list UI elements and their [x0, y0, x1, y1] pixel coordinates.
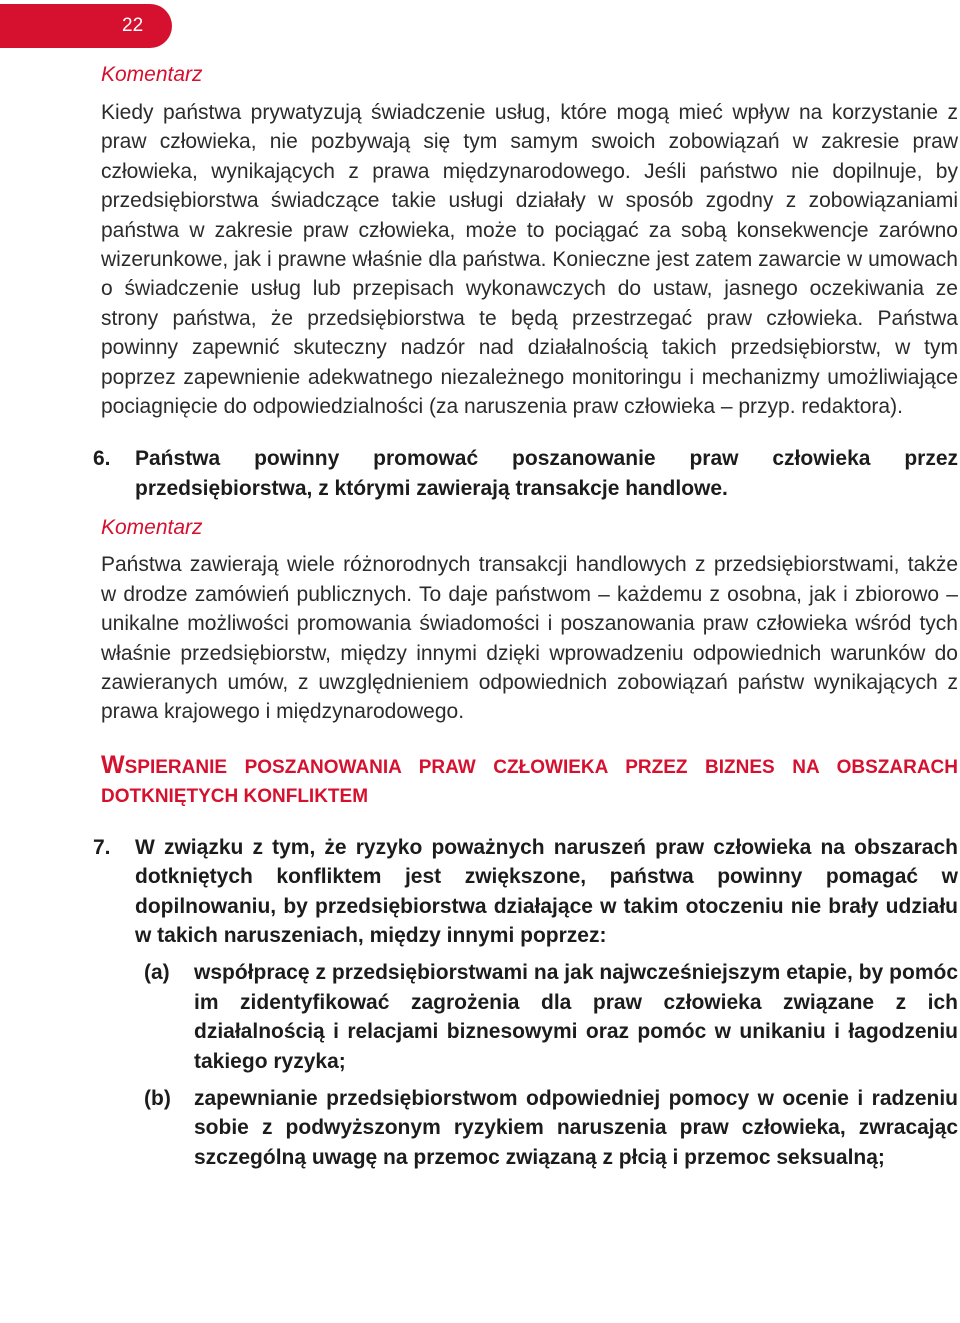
principle-number: 6. — [93, 447, 111, 471]
list-item-label: (a) — [144, 961, 170, 985]
principle-text: Państwa powinny promować poszanowanie praw człowieka przez przedsiębiorstwa, z którymi zawierają transakcje handlowe. — [135, 447, 958, 500]
principle-6 — [93, 444, 958, 503]
commentary-paragraph: Państwa zawierają wiele różnorodnych transakcji handlowych z przedsiębiorstwami, także w drodze zamówień publicznych. To daje państwom – każdemu z osobna, jak i zbiorowo – unikalne możliwości promowania świadomości i poszanowania praw człowieka wśród tych właśnie przedsiębiorstw, między innymi dzięki wprowadzeniu odpowiednich warunków do zawieranych umów, z uwzględnieniem odpowiednich zobowiązań państw wynikających z prawa krajowego i międzynarodowego. — [101, 553, 958, 724]
principle-number: 7. — [93, 835, 111, 859]
list-item-label: (b) — [144, 1086, 171, 1110]
list-item — [144, 1084, 958, 1172]
commentary-label: Komentarz — [101, 516, 203, 540]
section-heading-text: SPIERANIE POSZANOWANIA PRAW CZŁOWIEKA PRZEZ BIZNES NA OBSZARACH DOTKNIĘTYCH KONFLIKTEM — [101, 756, 958, 807]
list-item-text: zapewnianie przedsiębiorstwom odpowiedniej pomocy w ocenie i radzeniu sobie z podwyższonym ryzykiem naruszenia praw człowieka, zwracając szczególną uwagę na przemoc związaną z płcią i przemoc seksualną; — [194, 1086, 958, 1169]
list-item-text: współpracę z przedsiębiorstwami na jak najwcześniejszym etapie, by pomóc im zidentyfikować zagrożenia dla praw człowieka związane z ich działalnością i relacjami biznesowymi oraz pomóc w unikaniu i łagodzeniu takiego ryzyka; — [194, 961, 958, 1073]
section-heading — [101, 751, 958, 811]
list-item — [144, 958, 958, 1076]
section-heading-initial: W — [101, 750, 125, 779]
commentary-label: Komentarz — [101, 63, 203, 86]
page-content — [93, 62, 958, 1172]
page-number-tab — [0, 4, 172, 48]
commentary-paragraph: Kiedy państwa prywatyzują świadczenie usług, które mogą mieć wpływ na korzystanie z praw człowieka, nie pozbywają się tym samym swoich zobowiązań w zakresie praw człowieka, wynikających z prawa międzynarodowego. Jeśli państwo nie dopilnuje, by przedsiębiorstwa świadczące takie usługi działały w sposób zgodny z zobowiązaniami państwa w zakresie praw człowieka, może to pociągać za sobą konsekwencje zarówno wizerunkowe, jak i prawne właśnie dla państwa. Konieczne jest zatem zawarcie w umowach o świadczenie usług lub przepisach wykonawczych do ustaw, jasnego oczekiwania ze strony państwa, że przedsiębiorstwa te będą przestrzegać praw człowieka. Państwa powinny zapewnić skuteczny nadzór nad działalnością takich przedsiębiorstw, w tym poprzez zapewnienie adekwatnego niezależnego monitoringu i mechanizmy umożliwiające pociagnięcie do odpowiedzialności (za naruszenia praw człowieka – przyp. redaktora). — [101, 101, 958, 419]
page-number: 22 — [122, 15, 144, 36]
principle-7 — [93, 833, 958, 951]
principle-text: W związku z tym, że ryzyko poważnych naruszeń praw człowieka na obszarach dotkniętych konfliktem jest zwiększone, państwa powinny pomagać w dopilnowaniu, by przedsiębiorstwa działające w takim otoczeniu nie brały udziału w takich naruszeniach, między innymi poprzez: — [135, 835, 958, 947]
